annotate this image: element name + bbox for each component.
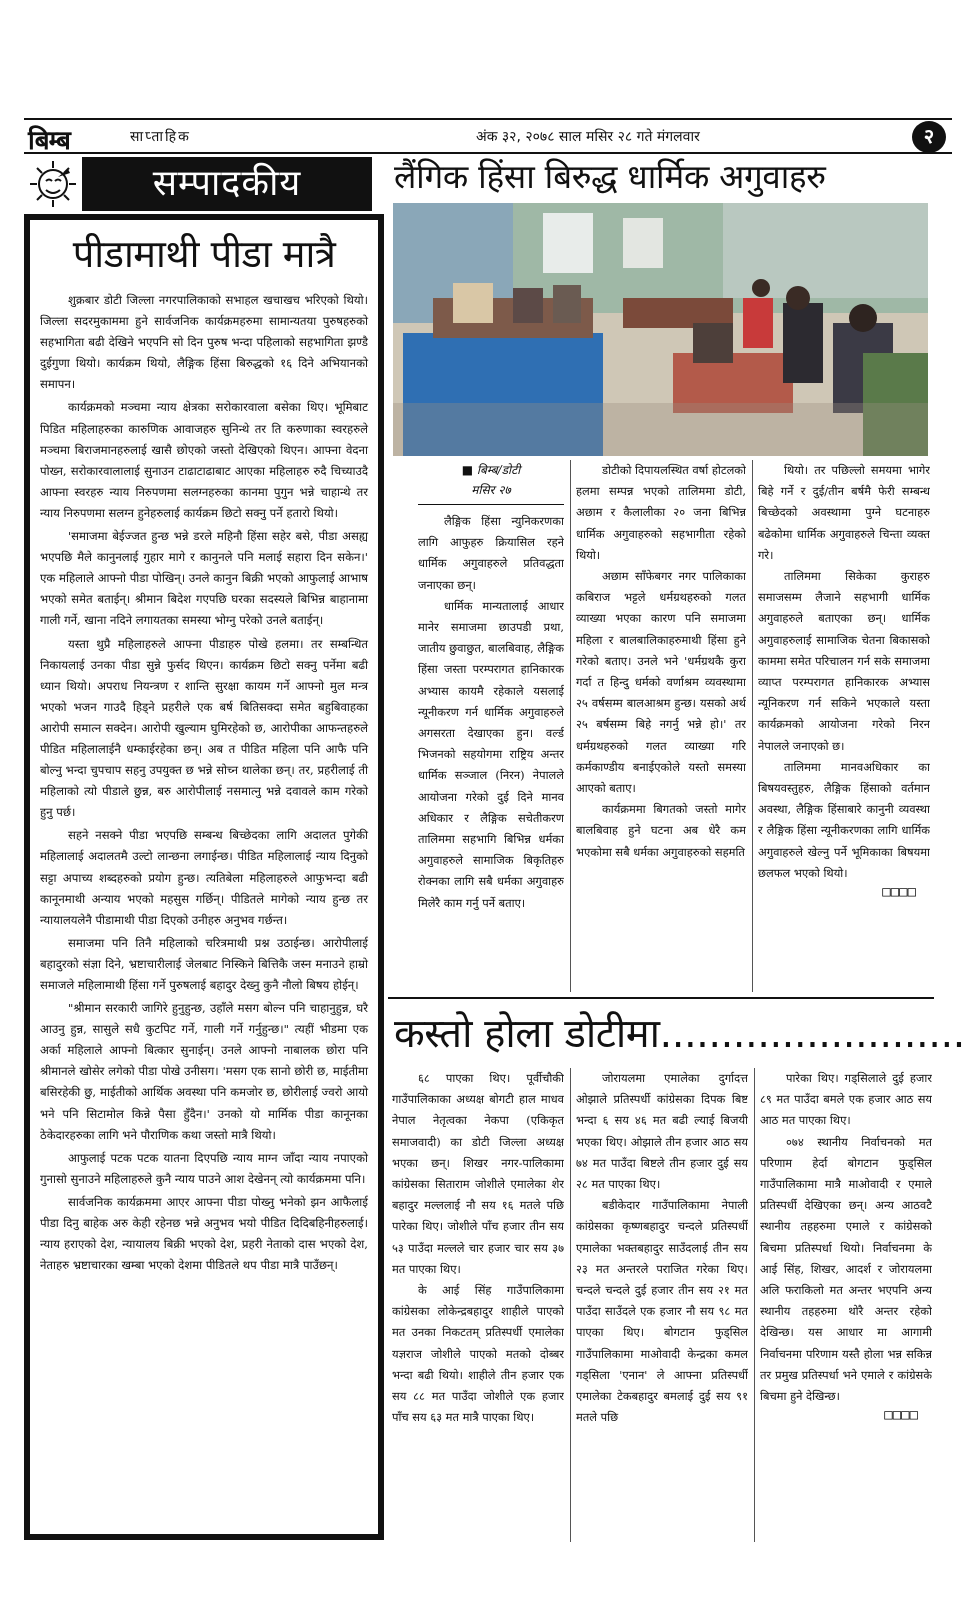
- story1-paragraph: थियो। तर पछिल्लो समयमा भागेर बिहे गर्ने र दुई/तीन बर्षमै फेरी सम्बन्ध बिच्छेदको अवस्थामा पुग्ने घटनाहरु बढेकोमा धार्मिक अगुवाहरुले चिन्ता व्यक्त गरे।: [758, 463, 930, 562]
- story2-paragraph: बडीकेदार गाउँपालिकामा नेपाली कांग्रेसका कृष्णबहादुर चन्दले प्रतिस्पर्धी एमालेका भक्तबहादुर साउँदलाई तीन सय २३ मत अन्तरले पराजित गरेका थिए। चन्दले चन्दले दुई हजार तीन सय २१ मत पाउँदा साउँदले एक हजार नौ सय ९८ मत पाएका थिए। बोगटान फुड्सिल गाउँपालिकामा माओवादी केन्द्रका कमल गड्सिला 'एनान' ले आफ्ना प्रतिस्पर्धी एमालेका टेकबहादुर बमलाई दुई सय ९१ मतले पछि: [576, 1198, 748, 1425]
- story2-paragraph: पारेका थिए। गड्सिलाले दुई हजार ८९ मत पाउँदा बमले एक हजार आठ सय आठ मत पाएका थिए।: [760, 1071, 932, 1128]
- story1-headline: लैंगिक हिंसा बिरुद्ध धार्मिक अगुवाहरु: [394, 157, 826, 196]
- story1-paragraph: डोटीको दिपायलस्थित वर्षा होटलको हलमा सम्पन्न भएको तालिममा डोटी, अछाम र कैलालीका २० जना बिभिन्न धार्मिक अगुवाहरुको सहभागीता रहेको थियो।: [576, 463, 746, 562]
- editorial-emblem-icon: [24, 157, 82, 211]
- editorial-paragraph: 'समाजमा बेईज्जत हुन्छ भन्ने डरले महिनौ हिंसा सहेर बसे, पीडा असह्य भएपछि मैले कानुनलाई गुहार मागे र कानुनले पनि मलाई सहारा दिन सकेन।' एक महिलाले आफ्नो पीडा पोखिन्। उनले कानुन बिक्री भएको आफुलाई आभाष भएको समेत बताईन्। श्रीमान बिदेश गएपछि घरका सदस्यले बिभिन्न बाहानामा गाली गर्ने, खाना नदिने लगायतका समस्या भोग्नु परेको उनले बताईन्।: [40, 529, 368, 628]
- editorial-body: [40, 290, 368, 1276]
- story2-paragraph: के आई सिंह गाउँपालिकामा कांग्रेसका लोकेन्द्रबहादुर शाहीले पाएको मत उनका निकटतम् प्रतिस्पर्धी एमालेका यज्ञराज जोशीले पाएको मतको दोब्बर भन्दा बढी थियो। शाहीले तीन हजार एक सय ८८ मत पाउँदा जोशीले एक हजार पाँच सय ६३ मत मात्रै पाएका थिए।: [392, 1283, 564, 1425]
- training-hall-photo: [393, 203, 928, 456]
- column-divider: [754, 1068, 755, 1542]
- editorial-column: [24, 214, 384, 1540]
- issue-info: अंक ३२, २०७८ साल मसिर २८ गते मंगलवार: [476, 129, 700, 145]
- column-divider: [570, 460, 571, 992]
- editorial-paragraph: कार्यक्रमको मञ्चमा न्याय क्षेत्रका सरोकारवाला बसेका थिए। भूमिबाट पिडित महिलाहरुका कारुणिक आवाजहरु सुनिन्थे तर ति करुणाका स्वरहरुले मञ्चमा बिराजमानहरुलाई खासै छोएको जस्तो देखिएको थिएन। आफ्ना वेदना पोख्न, सरोकारवालालाई सुनाउन टाढाटाढाबाट आएका महिलाहरु रुदै चिच्याउदै आफ्ना स्वरहरु न्याय निरुपणमा सलग्नहरुका कानमा पुगुन भन्ने चाहान्थे तर न्याय निरुपणमा सलग्न हुनेहरुलाई कार्यक्रम छिटो सक्नु पर्ने हतारो थियो।: [40, 400, 368, 520]
- story2-column-1: [392, 1068, 564, 1542]
- story2-paragraph: ०७४ स्थानीय निर्वाचनको मत परिणाम हेर्दा बोगटान फुड्सिल गाउँपालिकामा मात्रै माओवादी र एमाले प्रतिस्पर्धी देखिएका छन्। अन्य आठवटै स्थानीय तहहरुमा एमाले र कांग्रेसको बिचमा प्रतिस्पर्धा थियो। निर्वाचनमा के आई सिंह, शिखर, आदर्श र जोरायलमा अलि फराकिलो मत अन्तर भएपनि अन्य स्थानीय तहहरुमा थोरै अन्तर रहेको देखिन्छ। यस आधार मा आगामी निर्वाचनमा परिणाम यस्तै होला भन्न सकिन्न तर प्रमुख प्रतिस्पर्धा भने एमाले र कांग्रेसके बिचमा हुने देखिन्छ।: [760, 1134, 932, 1404]
- dateline-date: मसिर २७: [471, 483, 511, 497]
- story1-end-marks: □□□□: [882, 884, 916, 901]
- editorial-paragraph: समाजमा पनि तिनै महिलाको चरित्रमाथी प्रश्न उठाईन्छ। आरोपीलाई बहादुरको संज्ञा दिने, भ्रष्टाचारीलाई जेलबाट निस्किने बित्तिकै जस्न मनाउने हाम्रो समाजले महिलामाथी हिंसा गर्ने पुरुषलाई बहादुर देख्नु कुनै नौलो बिषय होईन्।: [40, 935, 368, 992]
- story1-column-1: [418, 460, 564, 992]
- story2-paragraph: ६८ पाएका थिए। पूर्वीचौकी गाउँपालिकाका अध्यक्ष बोगटी हाल माधव नेपाल नेतृत्वका नेकपा (एकिकृत समाजवादी) का डोटी जिल्ला अध्यक्ष भएका छन्। शिखर नगर-पालिकामा कांग्रेसका सिताराम जोशीले एमालेका शेर बहादुर मल्ललाई नौ सय १६ मतले पछि पारेका थिए। जोशीले पाँच हजार तीन सय ५३ पाउँदा मल्लले चार हजार चार सय ३७ मत पाएका थिए।: [392, 1071, 564, 1276]
- section-divider: [388, 997, 934, 999]
- story1-paragraph: तालिममा मानवअधिकार का बिषयवस्तुहरु, लैङ्गिक हिंसाको वर्तमान अवस्था, लैङ्गिक हिंसाबारे कानुनी व्यवस्था र लैङ्गिक हिंसा न्यूनीकरणका लागि धार्मिक अगुवाहरुले खेल्नु पर्ने भूमिकाका बिषयमा छलफल भएको थियो।: [758, 759, 930, 880]
- column-divider: [752, 460, 753, 992]
- story2-column-3: [760, 1068, 932, 1544]
- story1-column-2: [576, 460, 746, 992]
- editorial-headline: पीडामाथी पीडा मात्रै: [72, 232, 336, 276]
- story1-dateline: [418, 460, 564, 505]
- column-divider: [570, 1068, 571, 1542]
- story1-paragraph: लैङ्गिक हिंसा न्युनिकरणका लागि आफुहरु क्रियासिल रहने धार्मिक अगुवाहरुले प्रतिवद्धता जनाएका छन्।: [418, 514, 564, 592]
- story1-paragraph: अछाम साँफेबगर नगर पालिकाका कबिराज भट्टले धर्मग्रथहरुको गलत व्याख्या भएका कारण पनि समाजमा महिला र बालबालिकाहरुमाथी हिंसा हुने गरेको बताए। उनले भने 'धर्मग्रथकै कुरा गर्दा त हिन्दु धर्मको वर्णाश्रम व्यवस्थामा २५ वर्षसम्म बालआश्रम हुन्छ। यसको अर्थ २५ बर्षसम्म बिहे नगर्नु भन्ने हो।' तर धर्मग्रथहरुको गलत व्याख्या गरि कर्मकाण्डीय बनाईएकोले यस्तो समस्या आएको बताए।: [576, 569, 746, 796]
- weekly-label: साप्ताहिक: [130, 129, 191, 145]
- editorial-paragraph: सहने नसक्ने पीडा भएपछि सम्बन्ध बिच्छेदका लागि अदालत पुगेकी महिलालाई अदालतमै उल्टो लान्छना लगाईन्छ। पीडित महिलालाई न्याय दिनुको सट्टा अपाच्य शब्दहरुको प्रयोग हुन्छ। त्यतिबेला महिलाहरुले आफुभन्दा बढी कानूनमाथी अन्याय भएको महसुस गर्छिन्। पीडितले मागेको न्याय हुन्छ तर न्यायालयलेनै पीडामाथी पीडा दिएको उनीहरु अनुभव गर्छन्त।: [40, 828, 368, 927]
- editorial-paragraph: यस्ता थुप्रै महिलाहरुले आफ्ना पीडाहरु पोखे हलमा। तर सम्बन्धित निकायलाई उनका पीडा सुन्ने फुर्सद थिएन। कार्यक्रम छिटो सक्नु पर्नेमा बढी ध्यान थियो। अपराध नियन्त्रण र शान्ति सुरक्षा कायम गर्ने आफ्नो मुल मन्त्र भएको भजन गाउदै हिड्ने प्रहरीले एक बर्ष बितिसक्दा समेत बहुबिवाहका आरोपी समात्न सक्देन। आरोपी खुल्याम घुमिरहेको छ, आरोपीका आफन्तहरुले पीडित महिलालाईनै धम्काईरहेका छन्। अब त पीडित महिला पनि आफै पनि बोल्नु भन्दा चुपचाप सहनु उपयुक्त छ भन्ने सोच्न थालेका छन्। तर, प्रहरीलाई ती महिलाको त्यो पीडाले छुन्न, बरु आरोपीलाई नसमात्नु भन्ने दवावले काम गरेको हुनु पर्छ।: [40, 636, 368, 820]
- editorial-paragraph: शुक्रबार डोटी जिल्ला नगरपालिकाको सभाहल खचाखच भरिएको थियो। जिल्ला सदरमुकाममा हुने सार्वजनिक कार्यक्रमहरुमा सामान्यतया पुरुषहरुको सहभागिता बढी देखिने भएपनि सो दिन पुरुष भन्दा पहिलाको सहभागिता झण्डै दुईगुणा थियो। कार्यक्रम थियो, लैङ्गिक हिंसा बिरुद्धको १६ दिने अभियानको समापन।: [40, 293, 368, 392]
- story2-headline: कस्तो होला डोटीमा.........................: [394, 1011, 965, 1057]
- story2-column-2: [576, 1068, 748, 1542]
- story2-end-marks: □□□□: [884, 1407, 918, 1424]
- story1-paragraph: धार्मिक मान्यतालाई आधार मानेर समाजमा छाउपडी प्रथा, जातीय छुवाछुत, बालबिवाह, लैङ्गिक हिंसा जस्ता परम्परागत हानिकारक अभ्यास कायमै रहेकाले यसलाई न्यूनीकरण गर्न धार्मिक अगुवाहरुले अगसरता देखाएका हुन। वर्ल्ड भिजनको सहयोगमा राष्ट्रिय अन्तर धार्मिक सञ्जाल (निरन) नेपालले आयोजना गरेको दुई दिने मानव अधिकार र लैङ्गिक सचेतीकरण तालिममा सहभागि बिभिन्न धर्मका अगुवाहरुले सामाजिक बिकृतिहरु रोक्नका लागि सबै धर्मका अगुवाहरु मिलेरै काम गर्नु पर्ने बताए।: [418, 598, 564, 910]
- editorial-paragraph: "श्रीमान सरकारी जागिरे हुनुहुन्छ, उहाँले मसग बोल्न पनि चाहानुहुन्न, घरै आउनु हुन्न, सासुले सधै कुटपिट गर्ने, गाली गर्ने गर्नुहुन्छ।" त्यहीं भीडमा एक अर्का महिलाले आफ्नो बित्कार सुनाईन्। उनले आफ्नो नाबालक छोरा पनि श्रीमानले खोसेर लगेको पीडा पोखे उनीसग। 'मसग एक सानो छोरी छ, माईतीमा बसिरहेकी छु, माईतीको आर्थिक अवस्था पनि कमजोर छ, छोरीलाई ज्वरो आयो भने पनि सिटामोल किन्ने पैसा हुँदैन।' उनको यो मार्मिक पीडा कानूनका ठेकेदारहरुका लागि भने पौराणिक कथा जस्तो मात्रै थियो।: [40, 1001, 368, 1142]
- story1-column-3: [758, 460, 930, 994]
- story2-paragraph: जोरायलमा एमालेका दुर्गादत्त ओझाले प्रतिस्पर्धी कांग्रेसका दिपक बिष्ट भन्दा ६ सय ४६ मत बढी ल्याई बिजयी भएका थिए। ओझाले तीन हजार आठ सय ७४ मत पाउँदा बिष्टले तीन हजार दुई सय २८ मत पाएका थिए।: [576, 1071, 748, 1192]
- story1-paragraph: कार्यक्रममा बिगतको जस्तो मागेर बालबिवाह हुने घटना अब धेरै कम भएकोमा सबै धर्मका अगुवाहरुको सहमति: [576, 802, 746, 859]
- editorial-banner: सम्पादकीय: [82, 157, 372, 211]
- editorial-paragraph: आफुलाई पटक पटक यातना दिएपछि न्याय माग्न जाँदा न्याय नपाएको गुनासो सुनाउने महिलाहरुले कुनै न्याय पाउने आश देखेनन् त्यो कार्यक्रममा पनि।: [40, 1150, 368, 1186]
- page-number: २: [912, 121, 946, 153]
- newspaper-logo: बिम्ब: [28, 126, 70, 156]
- story1-paragraph: तालिममा सिकेका कुराहरु समाजसम्म लैजाने सहभागी धार्मिक अगुवाहरुले बताएका छन्। धार्मिक अगुवाहरुलाई सामाजिक चेतना बिकासको काममा समेत परिचालन गर्न सके समाजमा व्याप्त परम्परागत हानिकारक अभ्यास न्यूनिकरण गर्न सकिने भएकाले यस्ता कार्यक्रमको आयोजना गरेको निरन नेपालले जनाएको छ।: [758, 569, 930, 753]
- masthead: [24, 118, 952, 154]
- editorial-paragraph: सार्वजनिक कार्यक्रममा आएर आफ्ना पीडा पोख्नु भनेको झन आफैलाई पीडा दिनु बाहेक अरु केही रहेनछ भन्ने अनुभव भयो पीडित दिदिबहिनीहरुलाई। न्याय हराएको देश, न्यायालय बिक्री भएको देश, प्रहरी नेताको दास भएको देश, नेताहरु भ्रष्टाचारका खम्बा भएको देशमा पीडितले थप पीडा मात्रै पाउँछन्।: [40, 1194, 368, 1273]
- dateline-place: ■ बिम्ब/डोटी: [461, 463, 521, 477]
